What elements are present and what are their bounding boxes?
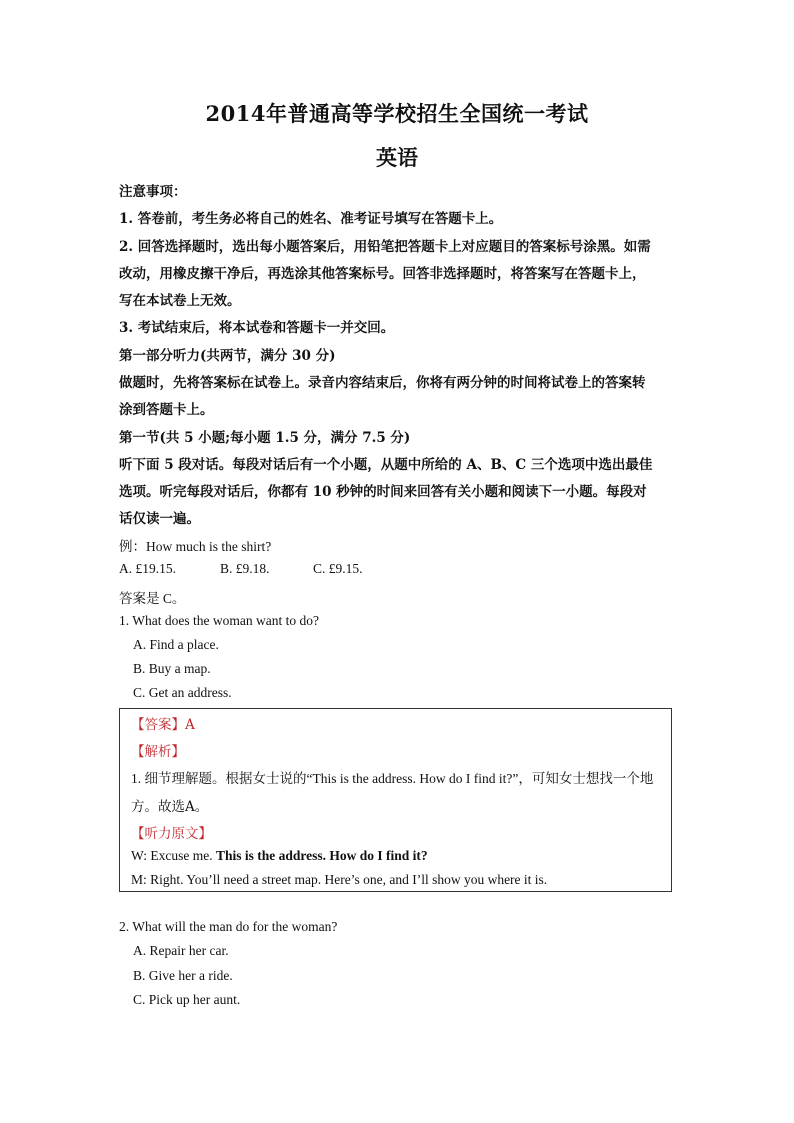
q1-option-c: C. Get an address.: [133, 685, 232, 700]
example-question: 例：How much is the shirt?: [119, 539, 272, 554]
part1-instruction-line-1: 做题时，先将答案标在试卷上。录音内容结束后，你将有两分钟的时间将试卷上的答案转: [119, 375, 646, 391]
section1-instruction-line-2: 选项。听完每段对话后，你都有 10 秒钟的时间来回答有关小题和阅读下一小题。每段对: [119, 484, 647, 500]
section1-heading: 第一节(共 5 小题;每小题 1.5 分，满分 7.5 分): [119, 430, 411, 446]
transcript-woman-line: [131, 848, 428, 864]
analysis-line-1: 1. 细节理解题。根据女士说的“This is the address. How do I find it?”，可知女士想找一个地: [131, 771, 654, 786]
q1-option-b: B. Buy a map.: [133, 661, 211, 676]
example-options: [119, 561, 679, 579]
notice-item-1: 1. 答卷前，考生务必将自己的姓名、准考证号填写在答题卡上。: [119, 211, 503, 227]
part1-heading: 第一部分听力(共两节，满分 30 分): [119, 348, 336, 364]
transcript-woman-prefix: W: Excuse me.: [131, 848, 213, 863]
transcript-man-line: M: Right. You’ll need a street map. Here’s one, and I’ll show you where it is.: [131, 872, 548, 887]
answer-value: A: [185, 717, 195, 733]
q2-question: 2. What will the man do for the woman?: [119, 919, 338, 934]
q1-analysis-box: [119, 708, 672, 892]
q1-option-a: A. Find a place.: [133, 637, 219, 652]
answer-line: [131, 713, 195, 733]
section1-instruction-line-3: 话仅读一遍。: [119, 511, 200, 527]
analysis-line-2: 方。故选A。: [131, 799, 209, 815]
q2-option-c: C. Pick up her aunt.: [133, 992, 241, 1007]
part1-instruction-line-2: 涂到答题卡上。: [119, 402, 214, 418]
exam-title: 2014年普通高等学校招生全国统一考试: [205, 101, 589, 126]
notice-item-2-line-1: 2. 回答选择题时，选出每小题答案后，用铅笔把答题卡上对应题目的答案标号涂黑。如需: [119, 239, 651, 255]
example-option-b: B. £9.18.: [220, 561, 270, 576]
transcript-woman-key-sentence: This is the address. How do I find it?: [215, 848, 428, 863]
q2-option-a: A. Repair her car.: [133, 943, 229, 958]
analysis-label: 【解析】: [131, 744, 185, 760]
notice-item-3: 3. 考试结束后，将本试卷和答题卡一并交回。: [119, 320, 395, 336]
section1-instruction-line-1: 听下面 5 段对话。每段对话后有一个小题，从题中所给的 A、B、C 三个选项中选出最佳: [119, 457, 653, 473]
q1-question: 1. What does the woman want to do?: [119, 613, 319, 628]
notice-heading: 注意事项：: [119, 184, 187, 200]
transcript-label: 【听力原文】: [131, 826, 212, 842]
answer-label: 【答案】: [131, 717, 185, 733]
q2-option-b: B. Give her a ride.: [133, 968, 233, 983]
example-answer: 答案是 C。: [119, 591, 186, 606]
example-option-a: A. £19.15.: [119, 561, 176, 576]
notice-item-2-line-2: 改动，用橡皮擦干净后，再选涂其他答案标号。回答非选择题时，将答案写在答题卡上，: [119, 266, 646, 282]
example-option-c: C. £9.15.: [313, 561, 363, 576]
subject-title: 英语: [376, 145, 418, 170]
notice-item-2-line-3: 写在本试卷上无效。: [119, 293, 241, 309]
